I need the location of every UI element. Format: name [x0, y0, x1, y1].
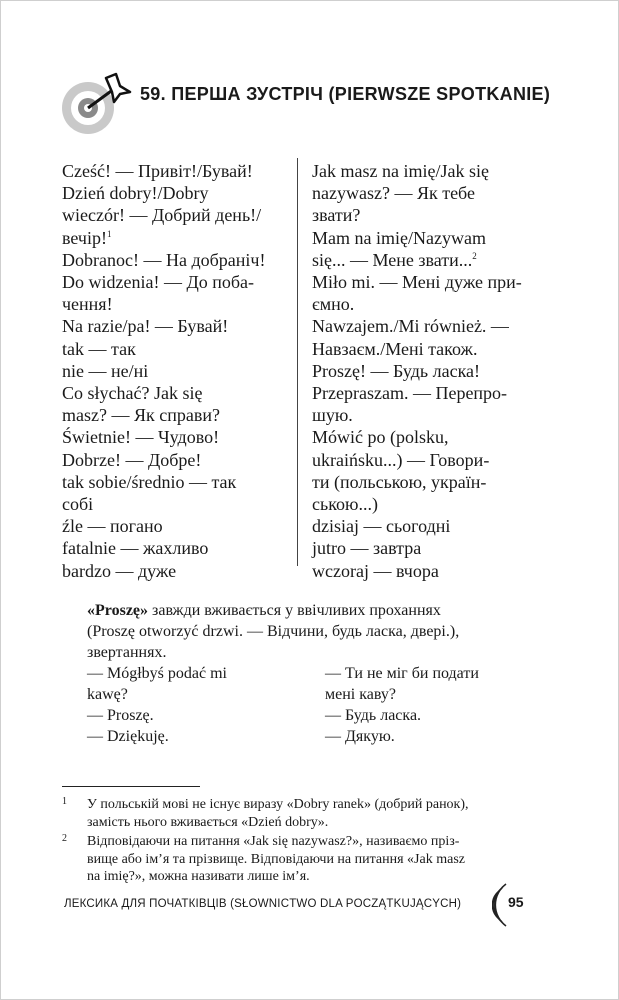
- note-line: [87, 600, 577, 621]
- dialog-line: — Ти не міг би подати: [325, 665, 479, 682]
- vocab-text: вечір!: [62, 227, 107, 248]
- vocab-text: się... — Мене звати...: [312, 249, 473, 270]
- vocab-line: Na razie/pa! — Бувай!: [62, 316, 229, 337]
- vocab-line: ською...): [312, 494, 378, 515]
- vocab-line: nazywasz? — Як тебе: [312, 183, 475, 204]
- footnote: [62, 833, 572, 886]
- chapter-title-text: ПЕРША ЗУСТРІЧ (PIERWSZE SPOTKANIE): [171, 84, 551, 104]
- vocab-line: собі: [62, 494, 94, 515]
- usage-note: [87, 600, 577, 663]
- vocab-line: Do widzenia! — До поба-: [62, 272, 255, 293]
- vocab-line: ти (польською, україн-: [312, 471, 487, 492]
- page-number: 95: [508, 894, 524, 910]
- dialog-line: — Dziękuję.: [87, 728, 169, 745]
- vocab-line: tak sobie/średnio — так: [62, 471, 237, 492]
- footnote-ref: 2: [472, 250, 477, 261]
- chapter-number: 59.: [140, 84, 166, 104]
- vocab-line: шую.: [312, 405, 353, 426]
- dialog-line: — Дякую.: [325, 728, 395, 745]
- vocab-line: jutro — завтра: [312, 538, 422, 559]
- vocab-right-column: [312, 160, 552, 582]
- vocab-line: Dzień dobry!/Dobry: [62, 183, 209, 204]
- vocab-line: звати?: [312, 205, 361, 226]
- vocab-line: [62, 227, 284, 249]
- dialog-line: — Proszę.: [87, 707, 154, 724]
- vocab-line: źle — погано: [62, 516, 163, 537]
- vocab-line: Świetnie! — Чудово!: [62, 427, 220, 448]
- vocab-line: tak — так: [62, 338, 136, 359]
- dialog-line: мені каву?: [325, 686, 396, 703]
- vocab-line: dzisiaj — сьогодні: [312, 516, 451, 537]
- dialog-line: — Mógłbyś podać mi: [87, 665, 227, 682]
- chapter-title: [140, 84, 550, 105]
- vocab-line: Jak masz na imię/Jak się: [312, 161, 489, 181]
- vocab-line: Proszę! — Будь ласка!: [312, 360, 481, 381]
- section-title: ЛЕКСИКА ДЛЯ ПОЧАТКІВЦІВ (SŁOWNICTWO DLA POCZĄTKUJĄCYCH): [64, 898, 462, 910]
- dialog-line: — Будь ласка.: [325, 707, 422, 724]
- vocab-line: Co słychać? Jak się: [62, 383, 203, 404]
- footnotes: [62, 796, 572, 888]
- footnote-line: na imię?», можна називати лише ім’я.: [87, 869, 310, 884]
- vocab-line: masz? — Як справи?: [62, 405, 220, 426]
- footnote-line: Відповідаючи на питання «Jak się nazywasz?», називаємо пріз-: [87, 834, 460, 849]
- vocab-line: Miło mi. — Мені дуже при-: [312, 272, 522, 293]
- vocab-line: fatalnie — жахливо: [62, 538, 209, 559]
- vocab-line: Mam na imię/Nazywam: [312, 227, 486, 248]
- vocab-line: ємно.: [312, 294, 355, 315]
- vocab-line: Nawzajem./Mi również. —: [312, 316, 509, 337]
- footnote: [62, 796, 572, 831]
- column-divider: [297, 158, 298, 566]
- note-text: завжди вживається у ввічливих проханнях: [148, 602, 441, 619]
- vocab-line: [312, 249, 552, 271]
- dialog-ukrainian: [325, 663, 479, 747]
- footnote-line: замість нього вживається «Dzień dobry».: [87, 814, 329, 830]
- vocab-left-column: [62, 160, 284, 582]
- vocab-line: wieczór! — Добрий день!/: [62, 205, 262, 226]
- footnote-line: У польській мові не існує виразу «Dobry ranek» (добрий ранок),: [87, 797, 469, 812]
- dialog-polish: [87, 663, 227, 747]
- vocab-line: wczoraj — вчора: [312, 560, 439, 581]
- vocab-line: чення!: [62, 294, 113, 315]
- footnote-mark: 1: [62, 796, 67, 807]
- note-keyword: «Proszę»: [87, 602, 149, 619]
- note-line: звертаннях.: [87, 644, 167, 661]
- vocab-line: Mówić po (polsku,: [312, 427, 449, 448]
- vocab-line: ukraińsku...) — Говори-: [312, 449, 490, 470]
- footnote-rule: [62, 786, 200, 787]
- dialog-line: kawę?: [87, 686, 128, 703]
- vocab-line: Dobrze! — Добре!: [62, 449, 202, 470]
- footnote-ref: 1: [106, 228, 112, 239]
- vocab-line: nie — не/ні: [62, 360, 149, 381]
- footnote-line: вище або ім’я та прізвище. Відповідаючи на питання «Jak masz: [87, 851, 465, 867]
- vocab-line: Przepraszam. — Перепро-: [312, 383, 508, 404]
- vocab-line: Cześć! — Привіт!/Бувай!: [62, 161, 253, 181]
- vocab-line: bardzo — дуже: [62, 560, 177, 581]
- note-line: (Proszę otworzyć drzwi. — Відчини, будь ласка, двері.),: [87, 623, 460, 640]
- vocab-line: Dobranoc! — На добраніч!: [62, 249, 266, 270]
- vocab-line: Навзаєм./Мені також.: [312, 338, 478, 359]
- footnote-mark: 2: [62, 833, 67, 844]
- target-arrow-icon: [60, 72, 136, 136]
